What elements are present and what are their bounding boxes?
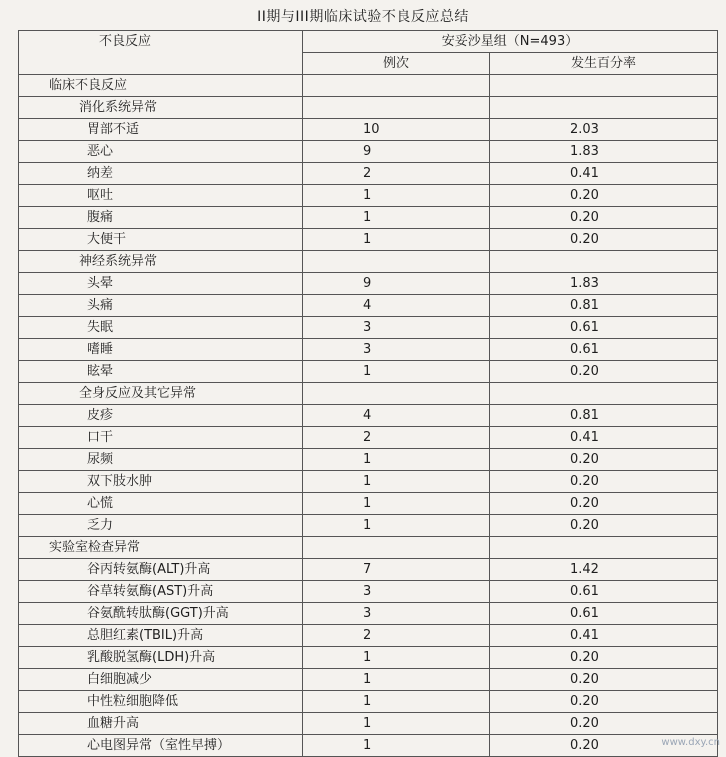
row-rate: 0.20	[490, 669, 718, 691]
row-count: 4	[303, 405, 490, 427]
table-row	[19, 251, 718, 273]
row-label: 眩晕	[19, 361, 303, 383]
row-rate: 0.20	[490, 691, 718, 713]
row-rate: 0.41	[490, 163, 718, 185]
table-row	[19, 361, 718, 383]
row-label: 神经系统异常	[19, 251, 303, 273]
row-count: 1	[303, 471, 490, 493]
table-row	[19, 383, 718, 405]
row-label: 呕吐	[19, 185, 303, 207]
row-count: 3	[303, 339, 490, 361]
table-row	[19, 581, 718, 603]
row-label: 临床不良反应	[19, 75, 303, 97]
row-count: 1	[303, 449, 490, 471]
table-row	[19, 603, 718, 625]
row-count: 1	[303, 669, 490, 691]
row-rate: 0.20	[490, 515, 718, 537]
row-rate: 0.20	[490, 735, 718, 757]
row-label: 全身反应及其它异常	[19, 383, 303, 405]
row-count: 1	[303, 493, 490, 515]
row-count: 10	[303, 119, 490, 141]
row-rate: 0.41	[490, 427, 718, 449]
row-count: 1	[303, 515, 490, 537]
row-label: 嗜睡	[19, 339, 303, 361]
table-row	[19, 141, 718, 163]
table-body	[19, 75, 718, 757]
table-row	[19, 317, 718, 339]
row-label: 双下肢水肿	[19, 471, 303, 493]
row-label: 头痛	[19, 295, 303, 317]
header-row-group	[19, 31, 718, 53]
table-row	[19, 97, 718, 119]
table-row	[19, 273, 718, 295]
row-label: 胃部不适	[19, 119, 303, 141]
row-rate: 1.83	[490, 273, 718, 295]
header-group: 安妥沙星组（N=493）	[303, 31, 718, 53]
row-label: 纳差	[19, 163, 303, 185]
table-row	[19, 559, 718, 581]
watermark: www.dxy.cn	[661, 737, 720, 748]
row-count	[303, 383, 490, 405]
row-rate: 0.81	[490, 295, 718, 317]
header-adverse-reaction: 不良反应	[19, 31, 303, 75]
table-row	[19, 75, 718, 97]
row-count	[303, 75, 490, 97]
row-rate: 0.20	[490, 361, 718, 383]
row-count: 2	[303, 625, 490, 647]
row-count: 1	[303, 361, 490, 383]
row-count: 1	[303, 207, 490, 229]
row-label: 口干	[19, 427, 303, 449]
row-label: 心电图异常（室性早搏）	[19, 735, 303, 757]
row-rate: 0.61	[490, 317, 718, 339]
row-label: 谷草转氨酶(AST)升高	[19, 581, 303, 603]
row-label: 中性粒细胞降低	[19, 691, 303, 713]
row-label: 乳酸脱氢酶(LDH)升高	[19, 647, 303, 669]
row-count: 3	[303, 317, 490, 339]
row-rate: 0.20	[490, 493, 718, 515]
row-rate: 1.42	[490, 559, 718, 581]
table-row	[19, 163, 718, 185]
row-count: 1	[303, 691, 490, 713]
row-rate: 2.03	[490, 119, 718, 141]
row-count: 2	[303, 427, 490, 449]
row-label: 大便干	[19, 229, 303, 251]
row-label: 心慌	[19, 493, 303, 515]
row-label: 腹痛	[19, 207, 303, 229]
row-rate	[490, 537, 718, 559]
row-count: 7	[303, 559, 490, 581]
table-row	[19, 229, 718, 251]
table-row	[19, 185, 718, 207]
table-row	[19, 471, 718, 493]
row-label: 谷丙转氨酶(ALT)升高	[19, 559, 303, 581]
table-row	[19, 647, 718, 669]
header-count: 例次	[303, 53, 490, 75]
table-row	[19, 449, 718, 471]
table-row	[19, 515, 718, 537]
row-label: 尿频	[19, 449, 303, 471]
row-rate: 0.41	[490, 625, 718, 647]
row-rate: 0.61	[490, 339, 718, 361]
row-label: 恶心	[19, 141, 303, 163]
row-count: 3	[303, 581, 490, 603]
row-count	[303, 251, 490, 273]
table-row	[19, 713, 718, 735]
table-row	[19, 735, 718, 757]
table-row	[19, 119, 718, 141]
row-label: 总胆红素(TBIL)升高	[19, 625, 303, 647]
row-label: 白细胞减少	[19, 669, 303, 691]
table-row	[19, 295, 718, 317]
row-count: 4	[303, 295, 490, 317]
row-count: 2	[303, 163, 490, 185]
row-count: 9	[303, 141, 490, 163]
table-row	[19, 427, 718, 449]
row-label: 消化系统异常	[19, 97, 303, 119]
table-row	[19, 339, 718, 361]
table-row	[19, 691, 718, 713]
row-label: 实验室检查异常	[19, 537, 303, 559]
row-rate	[490, 97, 718, 119]
row-label: 谷氨酰转肽酶(GGT)升高	[19, 603, 303, 625]
row-rate	[490, 251, 718, 273]
row-rate: 0.20	[490, 713, 718, 735]
header-rate: 发生百分率	[490, 53, 718, 75]
row-rate: 0.20	[490, 647, 718, 669]
row-count: 1	[303, 713, 490, 735]
table-row	[19, 493, 718, 515]
row-rate	[490, 75, 718, 97]
table-row	[19, 207, 718, 229]
table-row	[19, 625, 718, 647]
row-rate: 1.83	[490, 141, 718, 163]
row-count	[303, 97, 490, 119]
row-rate: 0.81	[490, 405, 718, 427]
table-row	[19, 405, 718, 427]
row-label: 血糖升高	[19, 713, 303, 735]
row-label: 乏力	[19, 515, 303, 537]
row-count: 3	[303, 603, 490, 625]
row-rate: 0.20	[490, 449, 718, 471]
row-rate: 0.20	[490, 207, 718, 229]
row-rate	[490, 383, 718, 405]
table-row	[19, 669, 718, 691]
row-rate: 0.20	[490, 471, 718, 493]
row-rate: 0.61	[490, 581, 718, 603]
row-count	[303, 537, 490, 559]
table-row	[19, 537, 718, 559]
row-rate: 0.20	[490, 185, 718, 207]
row-count: 1	[303, 647, 490, 669]
row-label: 皮疹	[19, 405, 303, 427]
adverse-reaction-table	[18, 30, 718, 757]
row-count: 9	[303, 273, 490, 295]
row-count: 1	[303, 735, 490, 757]
row-count: 1	[303, 229, 490, 251]
row-label: 失眠	[19, 317, 303, 339]
row-label: 头晕	[19, 273, 303, 295]
table-title: II期与III期临床试验不良反应总结	[257, 9, 469, 25]
row-count: 1	[303, 185, 490, 207]
row-rate: 0.61	[490, 603, 718, 625]
row-rate: 0.20	[490, 229, 718, 251]
